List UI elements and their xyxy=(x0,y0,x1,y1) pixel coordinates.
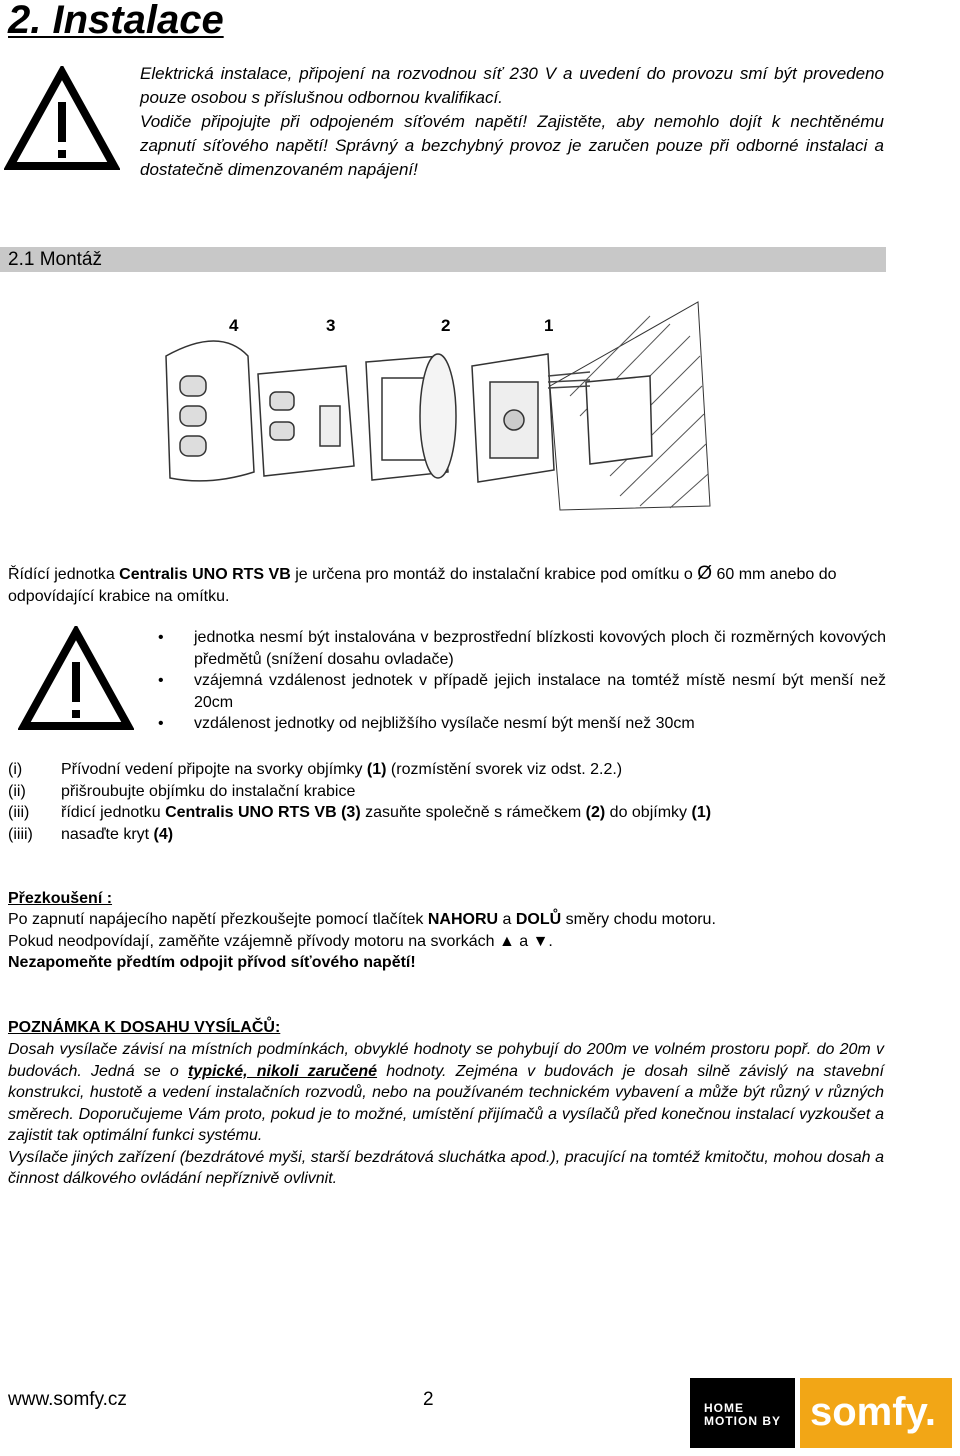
step-bold: (1) xyxy=(691,804,712,821)
figure-label-3: 3 xyxy=(326,316,336,335)
step-item xyxy=(8,802,711,824)
list-item: • vzdálenost jednotky od nejbližšího vysílače nesmí být menší než 30cm xyxy=(158,713,886,735)
diameter-symbol: Ø xyxy=(697,563,712,584)
footer-url[interactable]: www.somfy.cz xyxy=(8,1389,127,1410)
figure-label-1: 1 xyxy=(544,316,554,335)
warning-line: Elektrická instalace, připojení na rozvodnou síť 230 V a uvedení do provozu smí být provedeno pouze osobou s příslušnou odbornou kvalifikací. xyxy=(140,64,884,107)
button-name-up: NAHORU xyxy=(427,911,499,928)
step-bold: Centralis UNO RTS VB (3) xyxy=(165,804,361,821)
step-text: Přívodní vedení připojte na svorky objímky xyxy=(61,761,367,778)
step-text: přišroubujte objímku do instalační krabice xyxy=(61,782,356,800)
intro-text: 60 mm anebo do odpovídající krabice na omítku. xyxy=(8,566,837,605)
intro-paragraph xyxy=(8,563,884,607)
logo-text: MOTION BY xyxy=(704,1414,781,1428)
product-name: Centralis UNO RTS VB xyxy=(119,566,291,583)
step-text: řídicí jednotku xyxy=(61,804,166,821)
control-unit-part xyxy=(258,366,354,476)
step-text: do objímky xyxy=(605,804,692,821)
note-text: hodnoty. Zejména v budovách je dosah silně závislý na stavební konstrukci, hustotě a vedení instalačních rozvodů, nebo na používaném technickém vybavení a může být různý v různých směrech. Doporučujeme Vám proto, pokud je to možné, umístění přijímačů a vysílačů před konečnou instalací vyzkoušet a zajistit tak optimální funkci systému. xyxy=(8,1062,885,1144)
step-number: (iii) xyxy=(8,804,30,821)
note-paragraph: Vysílače jiných zařízení (bezdrátové myši, starší bezdrátová sluchátka apod.), pracující na tomtéž kmitočtu, mohou dosah a činnost dálkového ovládání nepříznivě ovlivnit. xyxy=(8,1148,884,1187)
logo-text: somfy. xyxy=(810,1390,936,1434)
page-title: 2. Instalace xyxy=(8,0,224,42)
warning-triangle-icon xyxy=(18,626,134,732)
step-item xyxy=(8,759,711,781)
somfy-logo xyxy=(800,1378,952,1448)
step-item xyxy=(8,781,711,803)
test-section xyxy=(8,888,884,971)
logo-text: HOME xyxy=(704,1401,744,1415)
step-bold: (2) xyxy=(585,804,606,821)
list-item: • vzájemná vzdálenost jednotek v případě jejich instalace na tomtéž místě nesmí být menší než 20cm xyxy=(158,670,886,713)
step-bold: (4) xyxy=(153,825,174,843)
test-text: a xyxy=(498,911,516,928)
note-heading-text: POZNÁMKA K DOSAHU VYSÍLAČŮ: xyxy=(8,1019,281,1036)
installation-steps xyxy=(8,759,711,845)
section-heading-bar xyxy=(0,247,886,272)
note-emphasis: typické, nikoli zaručené xyxy=(187,1062,378,1080)
section-title: 2.1 Montáž xyxy=(8,249,102,270)
test-text: Pokud neodpovídají, zaměňte vzájemně přívody motoru na svorkách ▲ a ▼. xyxy=(8,932,553,950)
cover-part xyxy=(166,341,254,481)
button-name-down: DOLŮ xyxy=(515,911,562,928)
mounting-rules-list xyxy=(158,627,886,735)
assembly-diagram xyxy=(150,296,730,518)
warning-line: Vodiče připojujte při odpojeném síťovém napětí! Zajistěte, aby nemohlo dojít k nechtěnému zapnutí síťového napětí! Správný a bezchybný provoz je zaručen pouze při odborné instalaci a dostatečně dimenzovaném napájení! xyxy=(140,112,884,179)
note-paragraph xyxy=(8,1039,884,1147)
list-item: • jednotka nesmí být instalována v bezprostřední blízkosti kovových ploch či rozměrných kovových předmětů (snížení dosahu ovladače) xyxy=(158,627,886,670)
note-heading xyxy=(8,1017,280,1039)
figure-label-2: 2 xyxy=(441,316,451,335)
step-text: zasuňte společně s rámečkem xyxy=(360,804,586,821)
intro-text: je určena pro montáž do instalační krabice pod omítku o xyxy=(290,566,698,583)
safety-warning-text xyxy=(140,62,884,182)
test-text: Po zapnutí napájecího napětí přezkoušejte pomocí tlačítek xyxy=(8,911,428,928)
test-text: směry chodu motoru. xyxy=(561,911,716,928)
step-number: (i) xyxy=(8,761,23,778)
test-heading: Přezkoušení : xyxy=(8,890,113,907)
test-warning: Nezapomeňte předtím odpojit přívod síťového napětí! xyxy=(8,954,416,971)
step-number: (iiii) xyxy=(8,825,33,843)
range-note xyxy=(8,1039,884,1190)
step-bold: (1) xyxy=(366,761,387,778)
step-text: (rozmístění svorek viz odst. 2.2.) xyxy=(386,761,623,778)
intro-text: Řídící jednotka xyxy=(8,566,120,583)
step-item xyxy=(8,824,711,846)
figure-label-4: 4 xyxy=(229,316,239,335)
step-number: (ii) xyxy=(8,782,26,800)
home-motion-logo xyxy=(690,1378,795,1448)
step-text: nasaďte kryt xyxy=(61,825,154,843)
warning-triangle-icon xyxy=(4,66,120,172)
note-text: Dosah vysílače závisí na místních podmínkách, obvyklé hodnoty se pohybují do 200m ve volném prostoru popř. do 20m v budovách. Jedná se o xyxy=(8,1041,884,1080)
frame-part xyxy=(366,354,456,480)
page-number: 2 xyxy=(423,1389,434,1410)
